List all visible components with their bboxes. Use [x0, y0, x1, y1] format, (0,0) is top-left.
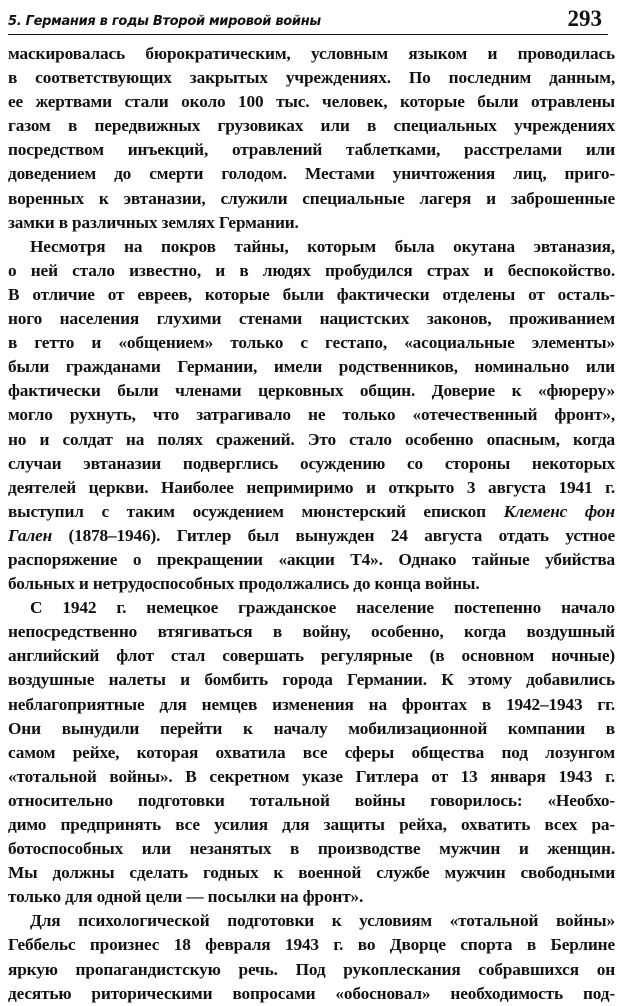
book-page	[8, 0, 615, 1003]
text-line: ного населения глухими стенами нацистских законов, проживанием	[8, 309, 615, 329]
text-line: в гетто и «общением» только с гестапо, «асоциальные элементы»	[8, 333, 615, 353]
text-line: воренных к эвтаназии, служили специальные лагеря и заброшенные	[8, 188, 615, 208]
text-line: больных и нетрудоспособных продолжались до конца войны.	[8, 574, 480, 594]
person-name: Клеменс фон	[503, 501, 615, 521]
text-line: ботоспособных или незанятых в производстве мужчин и женщин.	[8, 839, 615, 859]
text-line: деятелей церкви. Наиболее непримиримо и открыто 3 августа 1941 г.	[8, 477, 615, 497]
text-line: Мы должны сделать годных к военной службе мужчин свободными	[8, 863, 615, 883]
text-line: английский флот стал совершать регулярные (в основном ночные)	[8, 646, 615, 666]
text-line: димо предпринять все усилия для защиты рейха, охватить всех ра-	[8, 815, 615, 834]
text-line: воздушные налеты и бомбить города Германии. К этому добавились	[8, 670, 615, 690]
text-line: фактически были членами церковных общин. Доверие к «фюреру»	[8, 381, 615, 401]
text-line: распоряжение о прекращении «акции Т4». Однако тайные убийства	[8, 549, 615, 569]
paragraph-first-line: С 1942 г. немецкое гражданское население постепенно начало	[30, 598, 615, 618]
text-line: неблагоприятные для немцев изменения на фронтах в 1942–1943 гг.	[8, 694, 615, 714]
text-line: случаи эвтаназии подверглись осуждению со стороны некоторых	[8, 453, 615, 473]
text-line: были гражданами Германии, имели родственников, номинально или	[8, 357, 615, 377]
text-line: маскировалась бюрократическим, условным языком и проводилась	[8, 44, 615, 63]
text-line	[8, 524, 615, 548]
text-line: В отличие от евреев, которые были фактически отделены от осталь-	[8, 284, 615, 304]
text-line: посредством инъекций, отравлений таблетками, расстрелами или	[8, 140, 615, 160]
text-line: но и солдат на полях сражений. Это стало особенно опасным, когда	[8, 429, 615, 449]
text-segment: выступил с таким осуждением мюнстерский епископ	[8, 501, 504, 521]
body-text	[8, 42, 615, 1006]
text-line: Они вынудили перейти к началу мобилизационной компании в	[8, 718, 615, 738]
text-line: непосредственно втягиваться в войну, особенно, когда воздушный	[8, 622, 615, 642]
text-line: «тотальной войны». В секретном указе Гитлера от 13 января 1943 г.	[8, 766, 615, 786]
text-line: только для одной цели — посылки на фронт».	[8, 887, 364, 907]
text-line	[8, 500, 615, 524]
text-line: замки в различных землях Германии.	[8, 212, 299, 232]
page-number: 293	[567, 6, 602, 31]
paragraph-first-line: Несмотря на покров тайны, которым была окутана эвтаназия,	[30, 236, 615, 256]
text-line: самом рейхе, которая охватила все сферы общества под лозунгом	[8, 742, 615, 762]
text-line: могло рухнуть, что затрагивало не только «отечественный фронт»,	[8, 405, 615, 425]
text-line: яркую пропагандистскую речь. Под рукоплескания собравшихся он	[8, 959, 615, 979]
running-header	[8, 6, 608, 35]
text-line: доведением до смерти голодом. Местами уничтожения лиц, приго-	[8, 164, 615, 184]
text-line: в соответствующих закрытых учреждениях. По последним данным,	[8, 68, 615, 88]
text-line: Геббельс произнес 18 февраля 1943 г. во Дворце спорта в Берлине	[8, 935, 615, 955]
text-line: газом в передвижных грузовиках или в специальных учреждениях	[8, 116, 615, 136]
text-line: о ней стало известно, и в людях пробудился страх и беспокойство.	[8, 260, 615, 280]
text-line: ее жертвами стали около 100 тыс. человек, которые были отравлены	[8, 92, 615, 112]
running-title: 5. Германия в годы Второй мировой войны	[8, 14, 321, 29]
text-line: десятью риторическими вопросами «обосновал» необходимость под-	[8, 983, 615, 1003]
text-line: относительно подготовки тотальной войны говорилось: «Необхо-	[8, 790, 615, 810]
text-segment: (1878–1946). Гитлер был вынужден 24 августа отдать устное	[52, 525, 615, 545]
person-name: Гален	[8, 525, 53, 545]
paragraph-first-line: Для психологической подготовки к условиям «тотальной войны»	[30, 911, 615, 931]
